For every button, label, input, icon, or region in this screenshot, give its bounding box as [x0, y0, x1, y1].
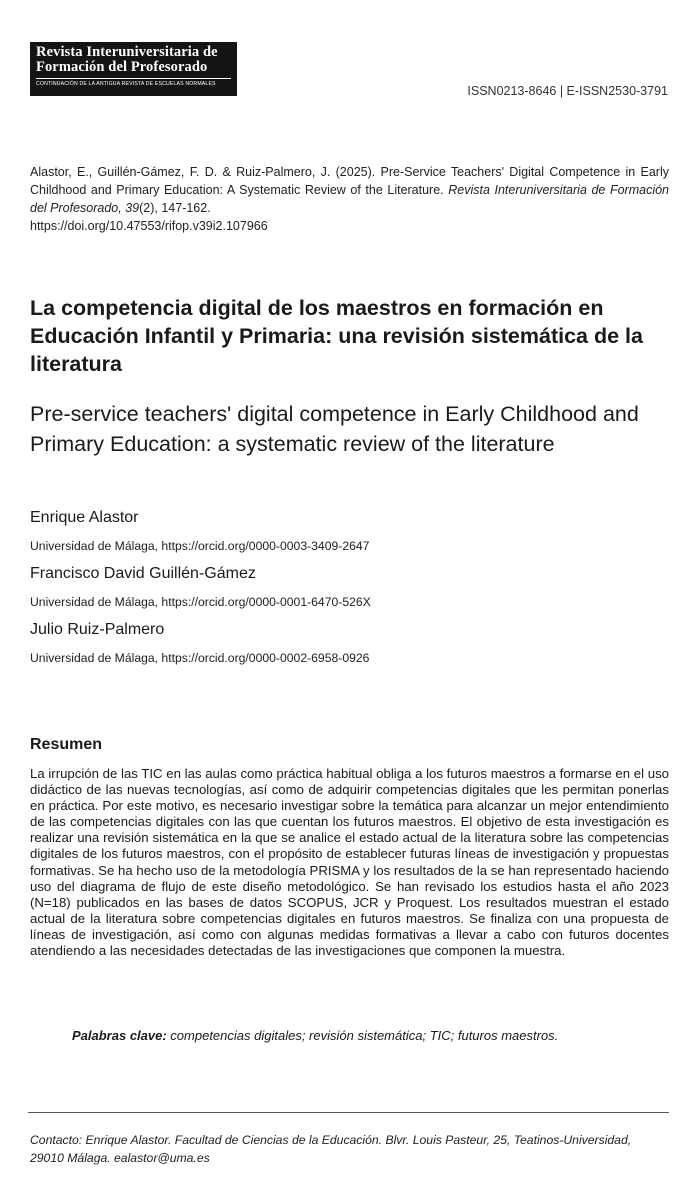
- title-spanish: La competencia digital de los maestros en formación en Educación Infantil y Primaria: una revisión sistemática de la literatura: [30, 296, 643, 376]
- journal-logo: [30, 42, 237, 96]
- doi-link[interactable]: https://doi.org/10.47553/rifop.v39i2.107966: [30, 219, 268, 233]
- keywords-label: Palabras clave:: [72, 1028, 167, 1043]
- author-name: Julio Ruiz-Palmero: [30, 621, 165, 638]
- citation-authors-title: Alastor, E., Guillén-Gámez, F. D. & Ruiz-Palmero, J. (2025). Pre-Service Teachers' Digital Competence in Early Childhood and Primary Education: A Systematic Review of the Literature.: [30, 165, 669, 197]
- logo-line-3: CONTINUACIÓN DE LA ANTIGUA REVISTA DE ESCUELAS NORMALES: [36, 81, 216, 87]
- author-affiliation[interactable]: Universidad de Málaga, https://orcid.org/0000-0001-6470-526X: [30, 595, 371, 609]
- logo-line-1: Revista Interuniversitaria de: [36, 44, 218, 60]
- issn-text: ISSN0213-8646 | E-ISSN2530-3791: [467, 84, 668, 98]
- keywords-line: [72, 1028, 558, 1043]
- author-name: Francisco David Guillén-Gámez: [30, 565, 256, 582]
- logo-line-2: Formación del Profesorado: [36, 59, 208, 75]
- logo-rule: [36, 78, 231, 79]
- author-affiliation[interactable]: Universidad de Málaga, https://orcid.org/0000-0003-3409-2647: [30, 539, 370, 553]
- abstract-text: La irrupción de las TIC en las aulas como práctica habitual obliga a los futuros maestros a formarse en el uso didáctico de las nuevas tecnologías, así como de adquirir competencias digitales que les permitan ponerlas en práctica. Por este motivo, es necesario investigar sobre la temática para alcanzar un mejor entendimiento de las competencias digitales con las que cuentan los futuros maestros. El objetivo de esta investigación es realizar una revisión sistemática en la que se analice el estado actual de la literatura sobre las competencias digitales de los futuros maestros, con el propósito de establecer futuras líneas de investigación y propuestas formativas. Se ha hecho uso de la metodología PRISMA y los resultados de la se han representado haciendo uso del diagrama de flujo de este diseño metodológico. Se han revisado los estudios hasta el año 2023 (N=18) publicados en las bases de datos SCOPUS, JCR y Proquest. Los resultados muestran el estado actual de la literatura sobre competencias digitales en futuros maestros. Se finaliza con una propuesta de líneas de investigación, así como con algunas medidas formativas a llevar a cabo con futuros docentes atendiendo a las necesidades detectadas de las investigaciones que componen la muestra.: [30, 766, 669, 959]
- citation-issue-pages: (2), 147-162.: [139, 201, 211, 215]
- contact-footnote: Contacto: Enrique Alastor. Facultad de Ciencias de la Educación. Blvr. Louis Pasteur, 25, Teatinos-Universidad, 29010 Málaga. ealastor@uma.es: [30, 1133, 632, 1165]
- citation-journal: Revista Interuniversitaria de Formación del Profesorado, 39: [30, 183, 670, 215]
- footer-divider: [28, 1112, 669, 1113]
- author-affiliation[interactable]: Universidad de Málaga, https://orcid.org/0000-0002-6958-0926: [30, 651, 370, 665]
- keywords-list: competencias digitales; revisión sistemática; TIC; futuros maestros.: [166, 1028, 559, 1043]
- citation-block: [30, 163, 669, 217]
- abstract-heading: Resumen: [30, 736, 103, 753]
- title-english: Pre-service teachers' digital competence in Early Childhood and Primary Education: a systematic review of the literature: [30, 402, 639, 456]
- author-name: Enrique Alastor: [30, 509, 139, 526]
